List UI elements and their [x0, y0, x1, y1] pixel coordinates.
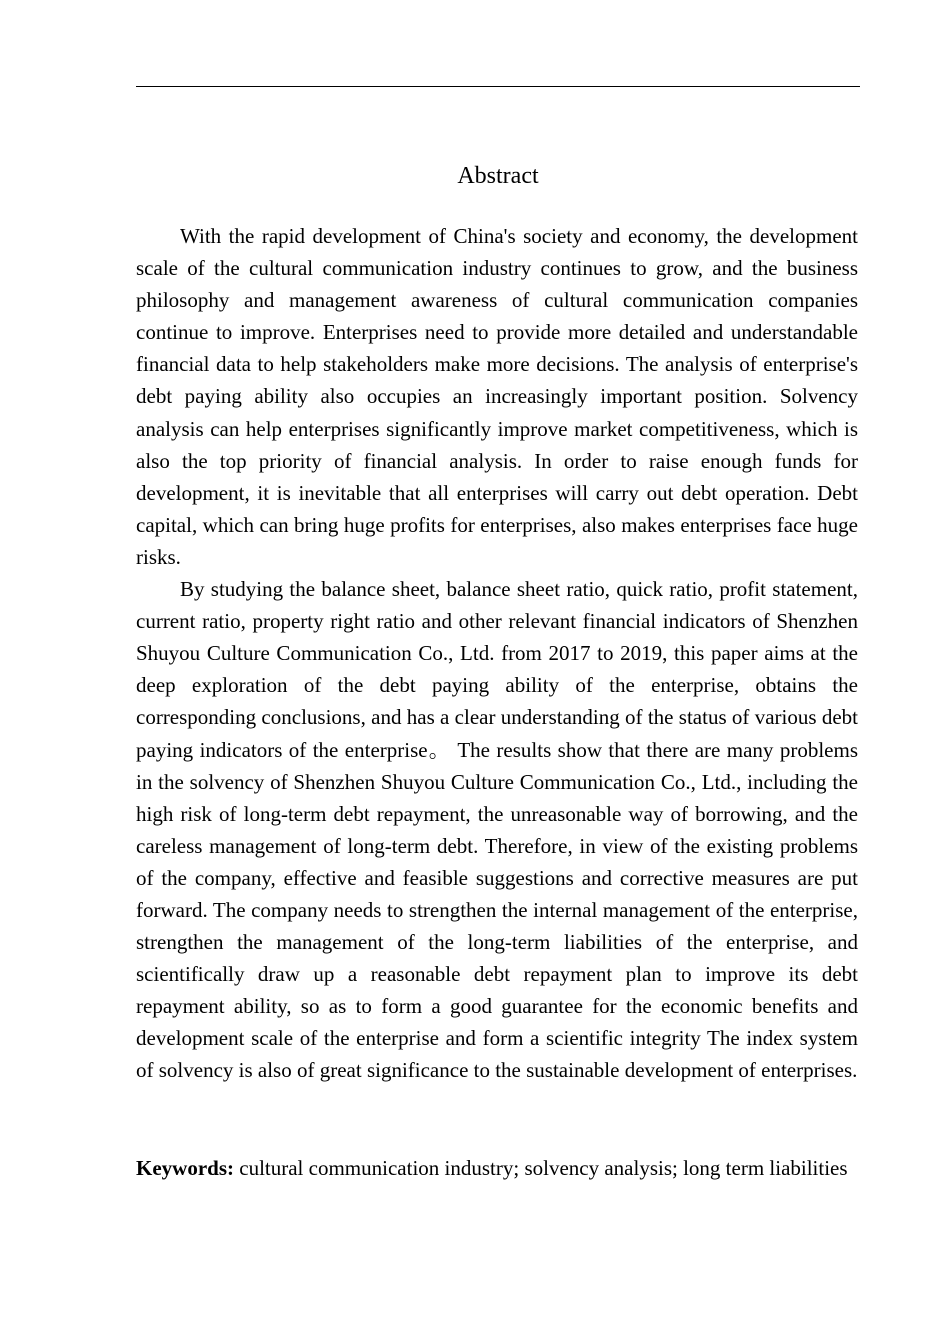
abstract-paragraph-2: By studying the balance sheet, balance sheet ratio, quick ratio, profit statement, current ratio, property right ratio and other relevant financial indicators of Shenzhen Shuyou Culture Communication Co., Ltd. from 2017 to 2019, this paper aims at the deep exploration of the debt paying ability of the enterprise, obtains the corresponding conclusions, and has a clear understanding of the status of various debt paying indicators of the enterprise。 The results show that there are many problems in the solvency of Shenzhen Shuyou Culture Communication Co., Ltd., including the high risk of long-term debt repayment, the unreasonable way of borrowing, and the careless management of long-term debt. Therefore, in view of the existing problems of the company, effective and feasible suggestions and corrective measures are put forward. The company needs to strengthen the internal management of the enterprise, strengthen the management of the long-term liabilities of the enterprise, and scientifically draw up a reasonable debt repayment plan to improve its debt repayment ability, so as to form a good guarantee for the economic benefits and development scale of the enterprise and form a scientific integrity The index system of solvency is also of great significance to the sustainable development of enterprises. — [136, 577, 858, 1083]
keywords — [136, 1152, 858, 1184]
header-rule — [136, 86, 860, 87]
abstract-title: Abstract — [457, 163, 539, 189]
keywords-label: Keywords: — [136, 1156, 234, 1180]
abstract-body — [136, 220, 858, 1087]
keywords-text: cultural communication industry; solvency analysis; long term liabilities — [234, 1156, 848, 1180]
abstract-paragraph-1: With the rapid development of China's society and economy, the development scale of the cultural communication industry continues to grow, and the business philosophy and management awareness of cultural communication companies continue to improve. Enterprises need to provide more detailed and understandable financial data to help stakeholders make more decisions. The analysis of enterprise's debt paying ability also occupies an increasingly important position. Solvency analysis can help enterprises significantly improve market competitiveness, which is also the top priority of financial analysis. In order to raise enough funds for development, it is inevitable that all enterprises will carry out debt operation. Debt capital, which can bring huge profits for enterprises, also makes enterprises face huge risks. — [136, 224, 858, 569]
